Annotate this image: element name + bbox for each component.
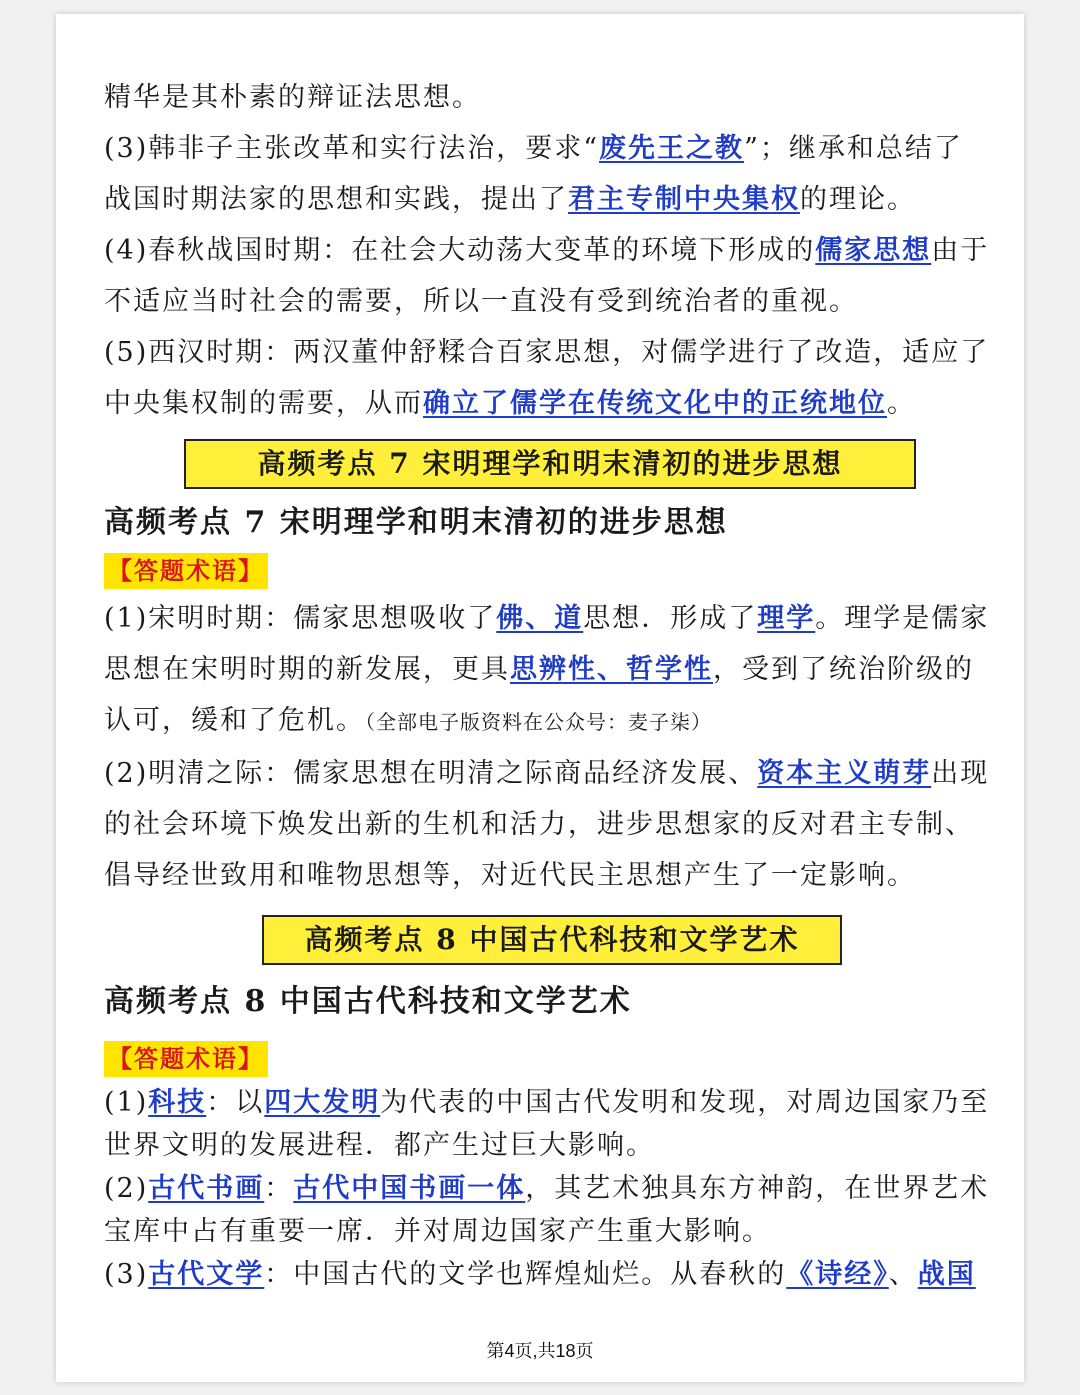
- text-run: 中央集权制的需要，从而: [104, 388, 423, 419]
- keyword-link[interactable]: 君主专制中央集权: [568, 184, 800, 215]
- text-line: [104, 327, 990, 378]
- text-line: [104, 1210, 982, 1253]
- text-line: [104, 644, 982, 695]
- text-line: [104, 799, 982, 850]
- text-run: (5)西汉时期：两汉董仲舒糅合百家思想，对儒学进行了改造，适应了: [104, 337, 990, 368]
- text-run: 、: [888, 1259, 918, 1290]
- section-8-heading: 高频考点 8 中国古代科技和文学艺术: [104, 984, 632, 1019]
- text-line: [104, 593, 990, 644]
- text-run: ，其艺术独具东方神韵，在世界艺术: [525, 1173, 990, 1204]
- keyword-link[interactable]: 《诗经》: [786, 1259, 889, 1290]
- text-run: 思想．形成了: [583, 603, 758, 634]
- text-line: [104, 1167, 990, 1210]
- text-run: (2)明清之际：儒家思想在明清之际商品经济发展、: [104, 758, 758, 789]
- text-run: 的理论。: [800, 184, 916, 215]
- text-line: [104, 378, 982, 429]
- text-run: 的社会环境下焕发出新的生机和活力，进步思想家的反对君主专制、: [104, 809, 974, 840]
- answer-terms-tag: 【答题术语】: [104, 553, 268, 589]
- text-line: [104, 1253, 982, 1296]
- text-line: [104, 123, 982, 174]
- text-run: 不适应当时社会的需要，所以一直没有受到统治者的重视。: [104, 286, 858, 317]
- text-run: (4)春秋战国时期：在社会大动荡大变革的环境下形成的: [104, 235, 816, 266]
- keyword-link[interactable]: 确立了儒学在传统文化中的正统地位: [423, 388, 887, 419]
- keyword-link[interactable]: 废先王之教: [599, 133, 745, 164]
- keyword-link[interactable]: 佛、道: [496, 603, 584, 634]
- text-run: ”；继承和总结了: [744, 133, 963, 164]
- source-note: （全部电子版资料在公众号：麦子柒）: [365, 710, 712, 734]
- text-line: [104, 1081, 990, 1124]
- page-number: 第4页,共18页: [486, 1341, 594, 1361]
- keyword-link[interactable]: 儒家思想: [815, 235, 932, 266]
- section-7-heading: 高频考点 7 宋明理学和明末清初的进步思想: [104, 505, 728, 540]
- text-run: 为代表的中国古代发明和发现，对周边国家乃至: [380, 1087, 990, 1118]
- keyword-link[interactable]: 古代文学: [148, 1259, 265, 1290]
- text-run: 。: [887, 388, 916, 419]
- text-line: [104, 1124, 982, 1167]
- text-line: [104, 174, 982, 225]
- text-run: 。理学是儒家: [815, 603, 990, 634]
- text-run: (3): [104, 1259, 149, 1290]
- text-run: 出现: [931, 758, 990, 789]
- text-line: [104, 850, 982, 901]
- text-line: [104, 225, 990, 276]
- keyword-link[interactable]: 四大发明: [264, 1087, 381, 1118]
- text-run: ：以: [206, 1087, 265, 1118]
- answer-terms-tag: 【答题术语】: [104, 1041, 268, 1077]
- text-run: ，受到了统治阶级的: [713, 654, 974, 685]
- text-run: ：: [264, 1173, 294, 1204]
- keyword-link[interactable]: 古代中国书画一体: [293, 1173, 526, 1204]
- text-run: (2): [104, 1173, 149, 1204]
- section-7-banner: 高频考点 7 宋明理学和明末清初的进步思想: [184, 439, 916, 489]
- keyword-link[interactable]: 资本主义萌芽: [757, 758, 932, 789]
- document-page: [56, 14, 1024, 1382]
- text-run: (1)宋明时期：儒家思想吸收了: [104, 603, 497, 634]
- keyword-link[interactable]: 理学: [757, 603, 816, 634]
- text-run: ：中国古代的文学也辉煌灿烂。从春秋的: [264, 1259, 787, 1290]
- text-run: 宝库中占有重要一席．并对周边国家产生重大影响。: [104, 1216, 771, 1247]
- text-line: [104, 72, 982, 123]
- text-run: 倡导经世致用和唯物思想等，对近代民主思想产生了一定影响。: [104, 860, 916, 891]
- text-run: 精华是其朴素的辩证法思想。: [104, 82, 481, 113]
- text-run: 战国时期法家的思想和实践，提出了: [104, 184, 568, 215]
- page-content: [104, 72, 990, 1296]
- text-run: (1): [104, 1087, 149, 1118]
- text-line: [104, 695, 982, 748]
- text-run: (3)韩非子主张改革和实行法治，要求“: [104, 133, 600, 164]
- keyword-link[interactable]: 科技: [148, 1087, 207, 1118]
- text-line: [104, 748, 990, 799]
- text-line: [104, 276, 982, 327]
- keyword-link[interactable]: 古代书画: [148, 1173, 265, 1204]
- text-run: 世界文明的发展进程．都产生过巨大影响。: [104, 1130, 655, 1161]
- text-run: 由于: [931, 235, 990, 266]
- keyword-link[interactable]: 思辨性、哲学性: [510, 654, 713, 685]
- text-run: 思想在宋明时期的新发展，更具: [104, 654, 510, 685]
- text-run: 认可，缓和了危机。: [104, 705, 365, 736]
- section-8-banner: 高频考点 8 中国古代科技和文学艺术: [262, 915, 842, 965]
- keyword-link[interactable]: 战国: [917, 1259, 976, 1290]
